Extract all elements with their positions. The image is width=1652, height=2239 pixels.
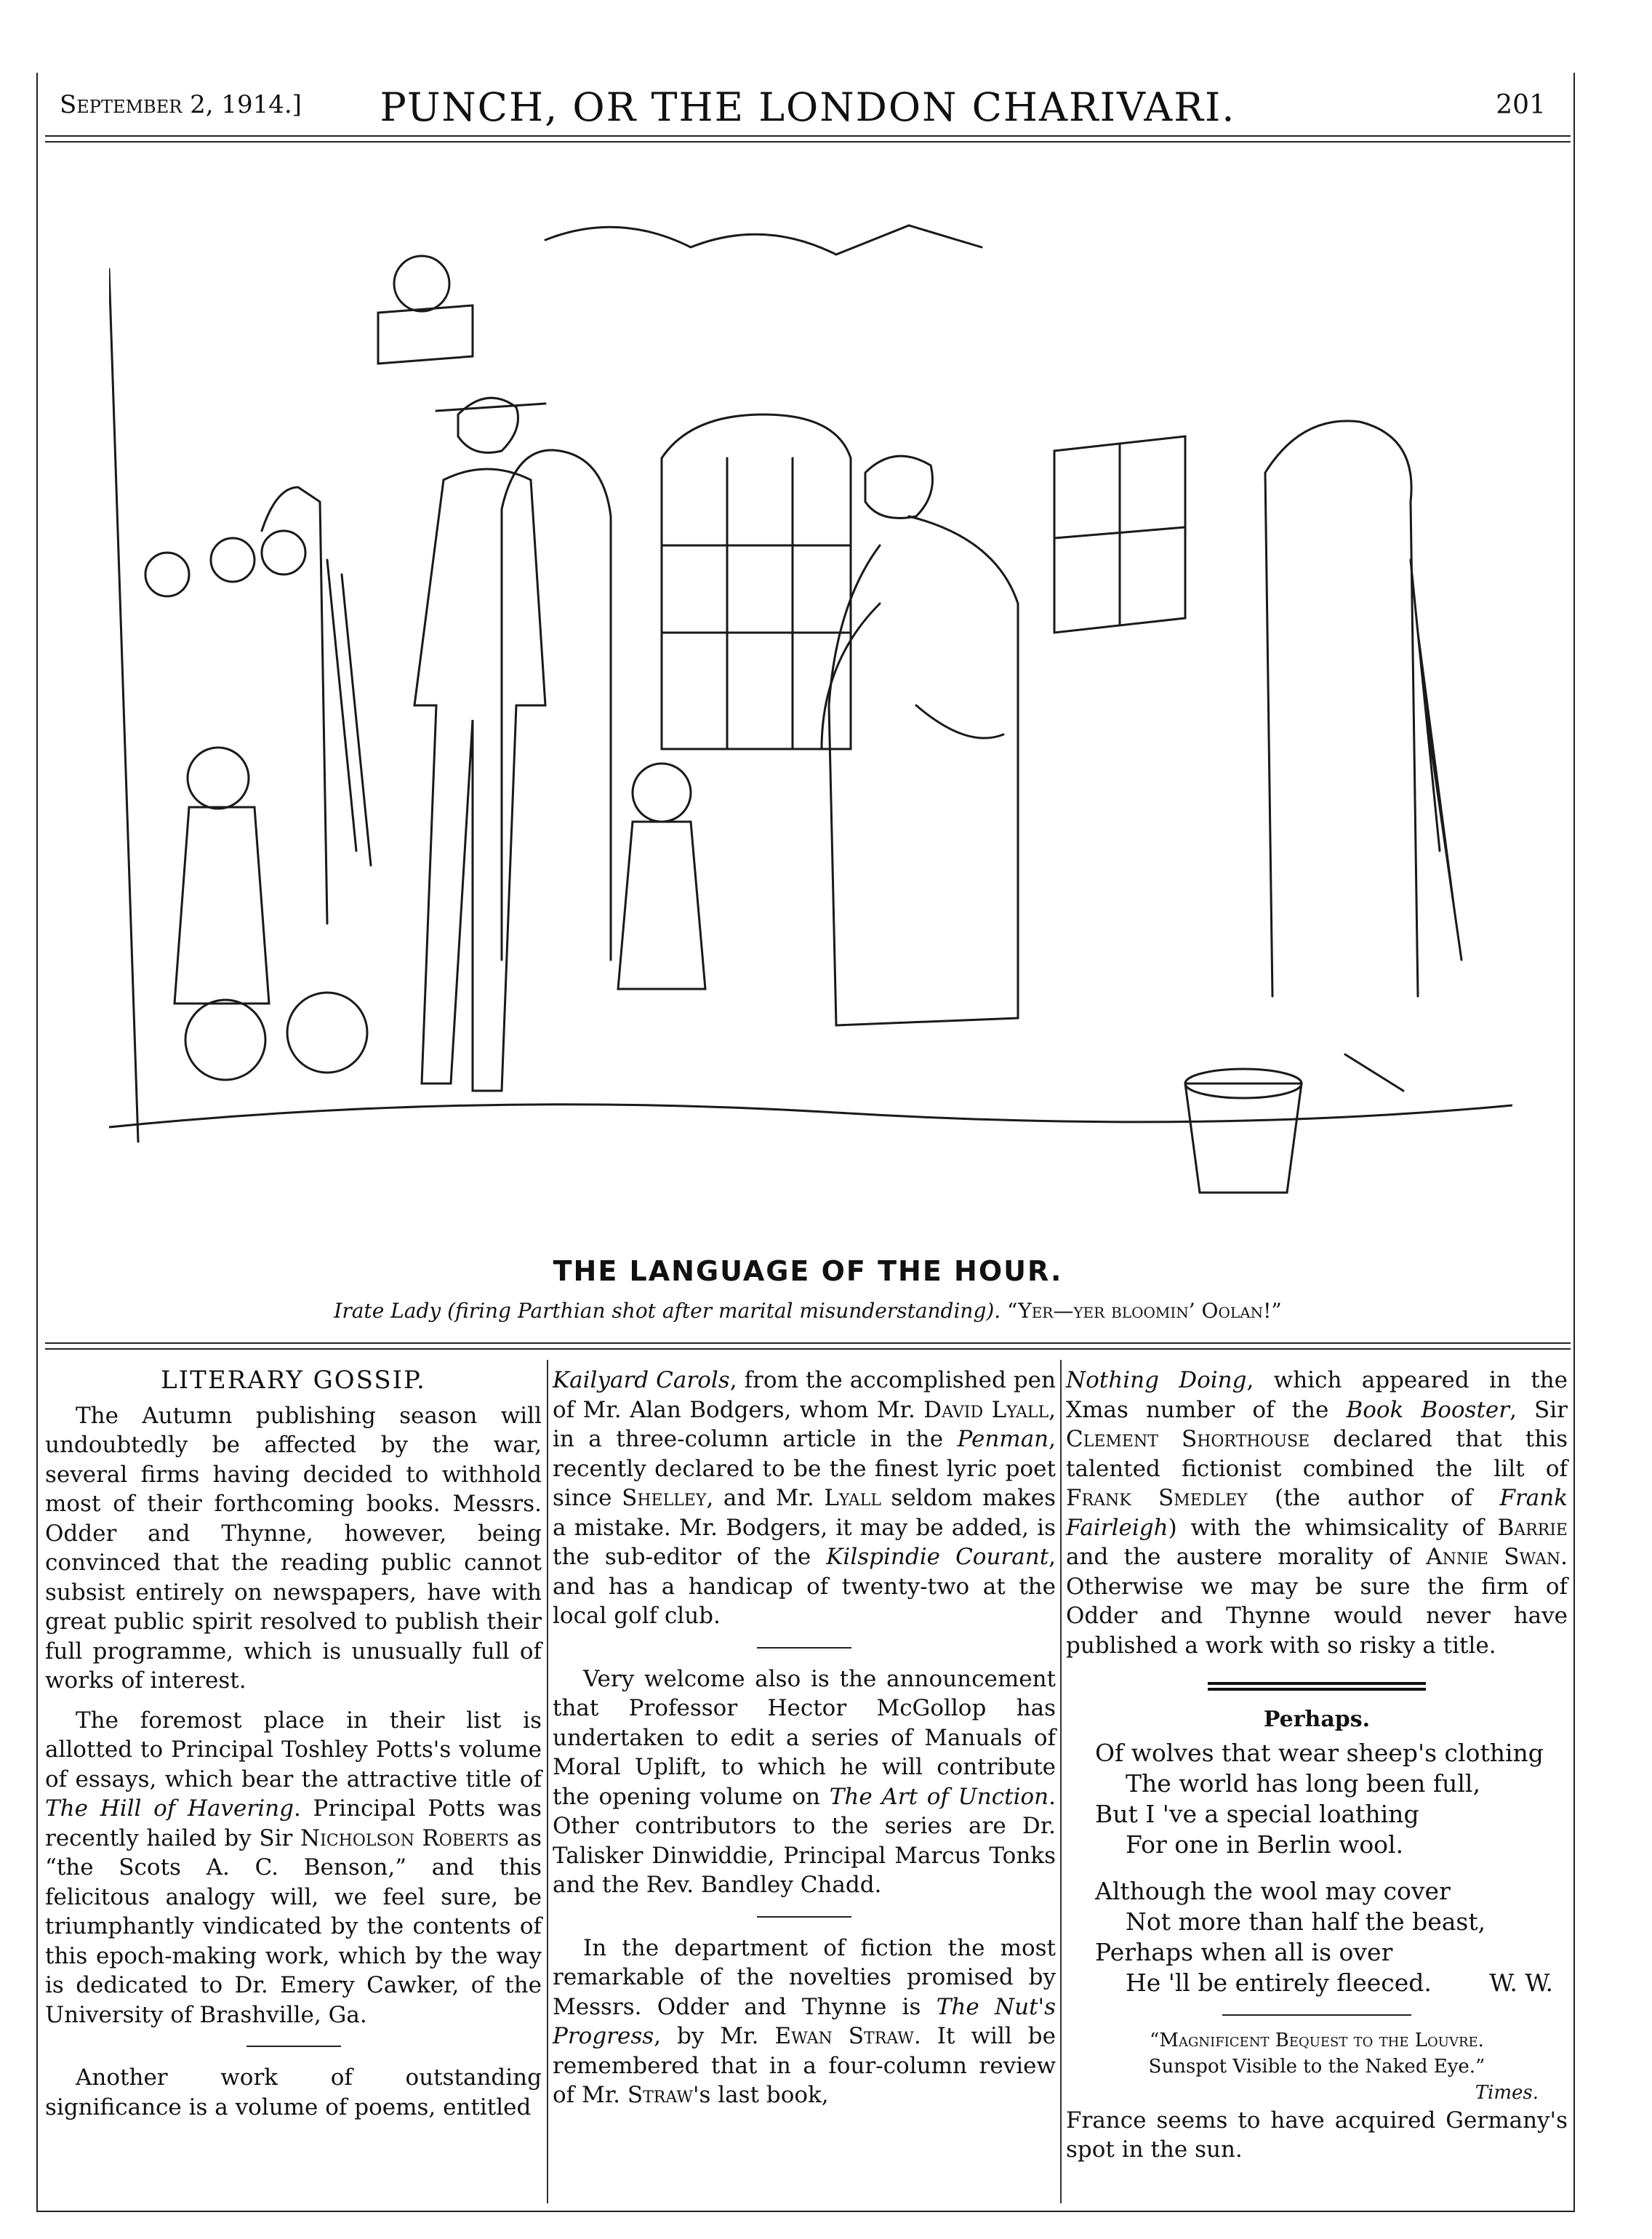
gossip-paragraph-2: The foremost place in their list is allotted to Principal Toshley Potts's volume of essays, which bear the attractive title of The Hill of Havering. Principal Potts was recently hailed by Sir Nicholson Roberts as “the Scots A. C. Benson,” and this felicitous analogy will, we feel sure, be triumphantly vindicated by the contents of this epoch-making work, which by the way is dedicated to Dr. Emery Cawker, of the University of Brashville, Ga. (45, 1707, 542, 2028)
page-number: 201 (1496, 90, 1546, 120)
section-double-rule (1208, 1682, 1426, 1691)
poem-line: For one in Berlin wool. (1126, 1830, 1404, 1859)
cartoon-title: THE LANGUAGE OF THE HOUR. (553, 1255, 1063, 1287)
section-rule (757, 1647, 851, 1649)
ground-line (109, 1105, 1512, 1127)
publication-title: PUNCH, OR THE LONDON CHARIVARI. (380, 84, 1236, 130)
bequest-comment: France seems to have acquired Germany's spot in the sun. (1066, 2107, 1568, 2163)
caption-rule-bottom (45, 1348, 1571, 1350)
poem-stanza-2 (1095, 1876, 1568, 1998)
left-child-body (175, 807, 269, 1004)
masthead-rule-bottom (45, 141, 1571, 143)
poem-line: Although the wool may cover (1095, 1876, 1451, 1905)
caption-speech: “Yer—yer bloomin’ Oolan!” (1007, 1299, 1282, 1323)
poem-line: Perhaps when all is over (1095, 1937, 1393, 1966)
literary-gossip-heading: LITERARY GOSSIP. (161, 1366, 426, 1395)
masthead-rule-top (45, 135, 1571, 137)
gossip-paragraph-5: In the department of fiction the most remarkable of the novelties promised by Messrs. Odder and Thynne is The Nut's Progress, by Mr. Ewan Straw. It will be remembered that in a four-column review of Mr. Straw's last book, (553, 1934, 1056, 2108)
left-child-head (188, 748, 249, 809)
quote-line-1: “Magnificent Bequest to the Louvre. (1150, 2029, 1484, 2051)
quote-source: Times. (1475, 2081, 1539, 2104)
poem-stanza-1 (1095, 1738, 1568, 1860)
onlooker-2 (211, 538, 254, 582)
onlooker-3 (262, 531, 305, 574)
gossip-paragraph-3-start: Another work of outstanding significance is a volume of poems, entitled (45, 2064, 542, 2120)
poem-line: Of wolves that wear sheep's clothing (1095, 1738, 1544, 1767)
onlooker-1 (145, 553, 189, 596)
column-2 (553, 1366, 1056, 2110)
section-rule (757, 1916, 851, 1918)
poem (1066, 1738, 1568, 1998)
poem-line: He 'll be entirely fleeced. W. W. (1095, 1968, 1568, 1998)
boy-at-window (394, 256, 449, 311)
poem-line: Not more than half the beast, (1126, 1907, 1486, 1936)
bequest-quote (1066, 2027, 1568, 2106)
child-figure (618, 764, 705, 989)
toddler-left (185, 1000, 265, 1080)
poem-line: The world has long been full, (1126, 1769, 1480, 1798)
poem-signature: W. W. (1489, 1968, 1553, 1997)
section-rule (1222, 2014, 1411, 2016)
gossip-paragraph-4: Very welcome also is the announcement that Professor Hector McGollop has undertaken to edit a series of Manuals of Moral Uplift, to which he will contribute the opening volume on The Art of Unction. Other contributors to the series are Dr. Talisker Dinwiddie, Principal Marcus Tonks and the Rev. Bandley Chadd. (553, 1665, 1056, 1898)
shading (1411, 560, 1461, 960)
issue-date: September 2, 1914.] (60, 90, 302, 119)
section-rule (246, 2046, 341, 2047)
column-3 (1066, 1366, 1568, 2165)
right-window (1054, 436, 1185, 633)
bucket (1185, 1084, 1302, 1193)
column-divider-2 (1060, 1360, 1062, 2203)
left-wall-edge (109, 269, 138, 1142)
left-doorway (262, 487, 327, 924)
masthead (45, 81, 1571, 132)
poem-line: But I 've a special loathing (1095, 1799, 1419, 1828)
poem-title: Perhaps. (1263, 1707, 1371, 1732)
quote-line-2: Sunspot Visible to the Naked Eye.” (1148, 2055, 1485, 2078)
right-doorway (1265, 421, 1418, 996)
broom (1345, 1054, 1403, 1091)
gossip-paragraph-3-cont: Kailyard Carols, from the accomplished pen of Mr. Alan Bodgers, whom Mr. David Lyall, in a three-column article in the Penman, recently declared to be the finest lyric poet since Shelley, and Mr. Lyall seldom makes a mistake. Mr. Bodgers, it may be added, is the sub-editor of the Kilspindie Courant, and has a handicap of twenty-two at the local golf club. (553, 1367, 1056, 1629)
shading-left (327, 560, 371, 865)
cartoon-caption (45, 1299, 1571, 1323)
man-figure (414, 398, 545, 1091)
caption-rule-top (45, 1342, 1571, 1344)
central-window (662, 414, 851, 749)
cartoon-illustration (109, 196, 1512, 1243)
column-divider-1 (547, 1360, 548, 2203)
toddler-right (287, 993, 367, 1073)
gossip-paragraph-5-cont: Nothing Doing, which appeared in the Xmas number of the Book Booster, Sir Clement Shorthouse declared that this talented fictionist combined the lilt of Frank Smedley (the author of Frank Fairleigh) with the whimsicality of Barrie and the austere morality of Annie Swan. Otherwise we may be sure the firm of Odder and Thynne would never have published a work with so risky a title. (1066, 1367, 1568, 1659)
caption-italic: Irate Lady (firing Parthian shot after marital misunderstanding). (334, 1299, 1001, 1323)
hanging-cloth (545, 225, 982, 255)
gossip-paragraph-1: The Autumn publishing season will undoubtedly be affected by the war, several firms having decided to withhold most of their forthcoming books. Messrs. Odder and Thynne, however, being convinced that the reading public cannot subsist entirely on newspapers, have with great public spirit resolved to publish their full programme, which is unusually full of works of interest. (45, 1402, 542, 1694)
column-1 (45, 1366, 542, 2122)
top-window (378, 305, 473, 364)
